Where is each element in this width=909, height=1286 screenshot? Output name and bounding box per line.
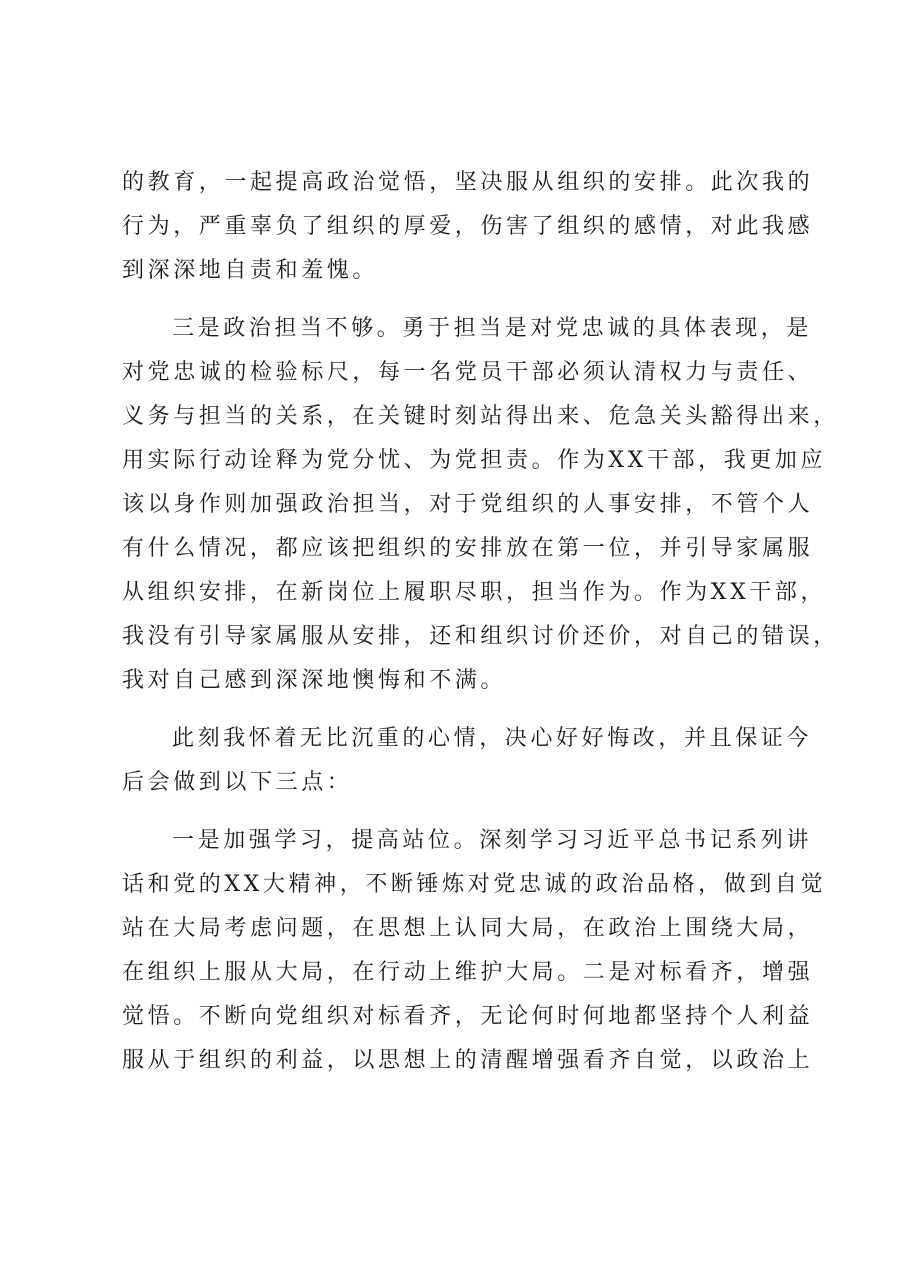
text-line: 在组织上服从大局，在行动上维护大局。二是对标看齐，增强 [122,960,814,985]
paragraph-start-line: 此刻我怀着无比沉重的心情，决心好好悔改，并且保证今 [172,726,813,751]
text-line: 服从于组织的利益，以思想上的清醒增强看齐自觉，以政治上 [122,1048,814,1073]
text-line: 行为，严重辜负了组织的厚爱，伤害了组织的感情，对此我感 [122,214,814,239]
text-line: 到深深地自责和羞愧。 [122,258,379,283]
text-line: 后会做到以下三点： [122,770,353,795]
text-line: 有什么情况，都应该把组织的安排放在第一位，并引导家属服 [122,536,814,561]
text-line: 义务与担当的关系，在关键时刻站得出来、危急关头豁得出来， [122,404,839,429]
text-line: 从组织安排，在新岗位上履职尽职，担当作为。作为XX干部， [122,580,827,605]
text-line: 对党忠诚的检验标尺，每一名党员干部必须认清权力与责任、 [122,360,814,385]
text-line: 该以身作则加强政治担当，对于党组织的人事安排，不管个人 [122,492,814,517]
document-body [122,161,839,1083]
text-line: 用实际行动诠释为党分忧、为党担责。作为XX干部，我更加应 [122,448,827,473]
text-line: 话和党的XX大精神，不断锤炼对党忠诚的政治品格，做到自觉 [122,872,827,897]
paragraph-start-line: 一是加强学习，提高站位。深刻学习习近平总书记系列讲 [172,828,813,853]
text-line: 觉悟。不断向党组织对标看齐，无论何时何地都坚持个人利益 [122,1004,814,1029]
text-line: 站在大局考虑问题，在思想上认同大局，在政治上围绕大局， [122,916,814,941]
text-line: 我对自己感到深深地懊悔和不满。 [122,668,507,693]
text-line: 我没有引导家属服从安排，还和组织讨价还价，对自己的错误， [122,624,839,649]
paragraph-start-line: 三是政治担当不够。勇于担当是对党忠诚的具体表现，是 [172,316,813,341]
text-line: 的教育，一起提高政治觉悟，坚决服从组织的安排。此次我的 [122,170,814,195]
